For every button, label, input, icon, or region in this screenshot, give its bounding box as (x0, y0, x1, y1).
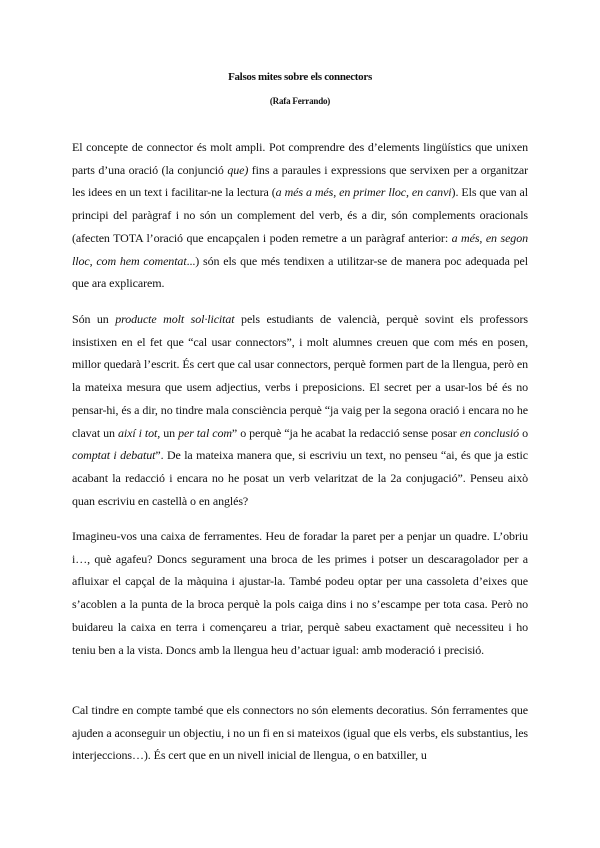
italic-run: per tal com (178, 425, 232, 440)
italic-run: a més, en segon lloc, com hem comentat (72, 230, 528, 268)
text-run: fins a paraules i expressions que servixen per a organitzar les idees en un text i facilitar-ne la lectura ( (72, 162, 529, 200)
text-run: ” o perquè “ja he acabat la redacció sense posar (231, 425, 460, 440)
text-run: o (519, 425, 528, 440)
italic-run: així i tot, (117, 425, 161, 440)
paragraph-2 (72, 308, 528, 512)
italic-run: comptat i debatut (72, 448, 156, 463)
document-author: (Rafa Ferrando) (269, 96, 331, 106)
italic-run: en conclusió (459, 425, 520, 440)
text-run: El concepte de connector és molt ampli. Pot comprendre des d’elements lingüístics que unixen parts d’una oració (la conjunció (72, 140, 528, 177)
paragraph-3 (72, 525, 528, 661)
italic-run: que) (227, 162, 249, 177)
document-title: Falsos mites sobre els connectors (228, 71, 372, 83)
italic-run: a més a més, en primer lloc, en canvi (275, 185, 452, 200)
paragraph-4 (72, 699, 528, 767)
text-run: pels estudiants de valencià, perquè sovint els professors insistixen en el fet que “cal usar connectors”, i molt alumnes creuen que com més en posen, millor quedarà l’escrit. És cert que cal usar connectors, perquè formen part de la llengua, però en la mateixa mesura que usem adjectius, verbs i preposicions. El secret per a usar-los bé és no pensar-hi, és a dir, no tindre mala consciència perquè “ja vaig per la segona oració i encara no he clavat un (72, 312, 528, 440)
text-run: Imagineu-vos una caixa de ferramentes. Heu de foradar la paret per a penjar un quadre. L’obriu i…, què agafeu? Doncs segurament una broca de les primes i potser un descaragolador per a afluixar el capçal de la màquina i ajustar-la. També podeu optar per una cassoleta d’eixes que s’acoblen a la punta de la broca perquè la pols caiga dins i no s’escampe per tota casa. Però no buidareu la caixa en terra i començareu a triar, perquè sabeu exactament què necessiteu i ho teniu ben a la vista. Doncs amb la llengua heu d’actuar igual: amb moderació i precisió. (72, 529, 528, 657)
text-run: Són un (72, 312, 116, 326)
text-run: ”. De la mateixa manera que, si escriviu un text, no penseu “ai, és que ja estic acabant la redacció i encara no he posat un verb velaritzat de la 2a conjugació”. Penseu això quan escriviu en castellà o en anglés? (72, 448, 528, 508)
text-run: un (160, 425, 179, 440)
italic-run: producte molt sol·licitat (115, 312, 235, 326)
text-run: Cal tindre en compte també que els connectors no són elements decoratius. Són ferramentes que ajuden a aconseguir un objectiu, i no un fi en si mateixos (igual que els verbs, els substantius, les interjeccions…). És cert que en un nivell inicial de llengua, o en batxiller, u (72, 703, 528, 763)
text-run: ...) són els que més tendixen a utilitzar-se de manera poc adequada pel que ara explicarem. (72, 253, 528, 291)
text-run: ). Els que van al principi del paràgraf i no són un complement del verb, és a dir, són complements oracionals (afecten TOTA l’oració que encapçalen i poden remetre a un paràgraf anterior: (72, 185, 528, 245)
paragraph-1 (72, 136, 528, 295)
